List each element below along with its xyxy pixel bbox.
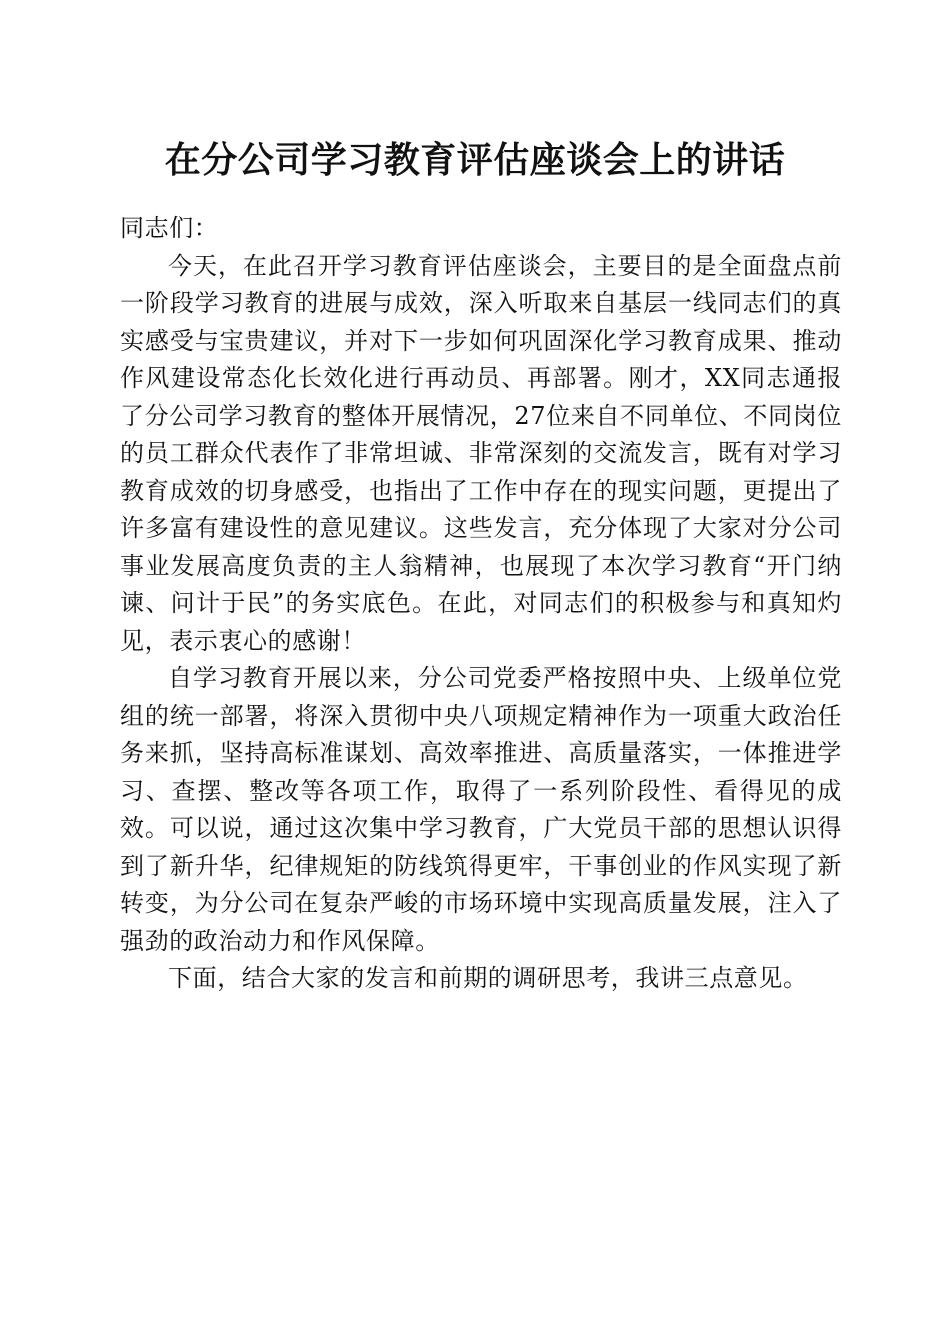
paragraph-opening: 今天，在此召开学习教育评估座谈会，主要目的是全面盘点前一阶段学习教育的进展与成效，深入听取来自基层一线同志们的真实感受与宝贵建议，并对下一步如何巩固深化学习教育成果、推动作风建设常态化长效化进行再动员、再部署。刚才，XX同志通报了分公司学习教育的整体开展情况，27位来自不同单位、不同岗位的员工群众代表作了非常坦诚、非常深刻的交流发言，既有对学习教育成效的切身感受，也指出了工作中存在的现实问题，更提出了许多富有建设性的意见建议。这些发言，充分体现了大家对分公司事业发展高度负责的主人翁精神，也展现了本次学习教育“开门纳谏、问计于民”的务实底色。在此，对同志们的积极参与和真知灼见，表示衷心的感谢！ xyxy=(120,251,842,655)
paragraph-transition: 下面，结合大家的发言和前期的调研思考，我讲三点意见。 xyxy=(168,964,808,992)
document-title: 在分公司学习教育评估座谈会上的讲话 xyxy=(164,139,786,181)
paragraph-achievements: 自学习教育开展以来，分公司党委严格按照中央、上级单位党组的统一部署，将深入贯彻中央八项规定精神作为一项重大政治任务来抓，坚持高标准谋划、高效率推进、高质量落实，一体推进学习、查摆、整改等各项工作，取得了一系列阶段性、看得见的成效。可以说，通过这次集中学习教育，广大党员干部的思想认识得到了新升华，纪律规矩的防线筑得更牢，干事创业的作风实现了新转变，为分公司在复杂严峻的市场环境中实现高质量发展，注入了强劲的政治动力和作风保障。 xyxy=(120,664,842,955)
document-body xyxy=(120,210,842,998)
salutation: 同志们： xyxy=(120,214,219,242)
